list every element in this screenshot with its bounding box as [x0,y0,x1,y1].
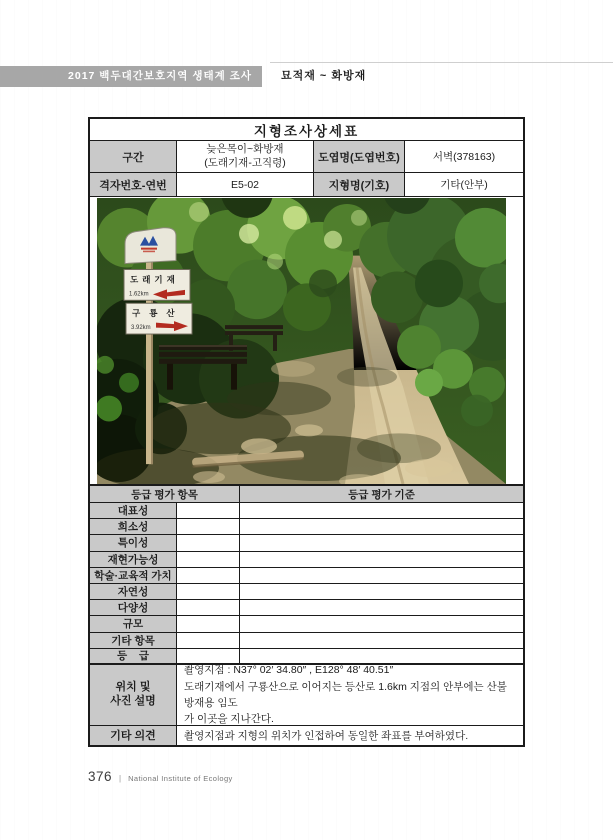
value-section-line1: 늦은목이~화방재 [206,143,284,156]
eval-row-peculiarity [90,535,523,551]
eval-criteria [240,584,523,599]
eval-criteria [240,519,523,534]
eval-criteria [240,649,523,663]
site-photo [97,198,506,484]
eval-value [177,584,240,599]
page-number: 376 [88,769,113,784]
eval-label: 등 급 [90,649,177,663]
eval-value [177,616,240,631]
location-desc-line1: 도래기재에서 구룡산으로 이어지는 등산로 1.6km 지점의 안부에는 산불방재용 임도 [184,680,507,709]
eval-criteria [240,503,523,518]
eval-header-item: 등급 평가 항목 [90,486,240,502]
eval-row-diversity [90,600,523,616]
sign-dist1-label: 1.62km [129,291,149,298]
eval-header-criteria: 등급 평가 기준 [240,486,523,502]
sign-dest2-label: 구룡산 [132,308,184,319]
eval-value [177,600,240,615]
label-grid-number: 격자번호-연번 [90,173,177,196]
eval-value [177,633,240,648]
eval-label: 특이성 [90,535,177,550]
section-range-title: 묘적재 ~ 화방재 [281,70,367,82]
eval-header-row [90,486,523,503]
eval-criteria [240,568,523,583]
eval-label: 재현가능성 [90,552,177,567]
eval-label: 대표성 [90,503,177,518]
eval-criteria [240,600,523,615]
eval-row-naturalness [90,584,523,600]
eval-label: 다양성 [90,600,177,615]
eval-row-reproducibility [90,552,523,568]
eval-value [177,503,240,518]
sign-dist2-label: 3.92km [131,325,151,332]
opinion-row [90,726,523,745]
location-desc-line2: 가 이곳을 지나간다. [184,713,274,725]
value-terrain-name: 기타(안부) [440,179,488,191]
info-row-grid [90,173,523,197]
table-title: 지형조사상세표 [253,123,360,139]
eval-row-rarity [90,519,523,535]
eval-value [177,535,240,550]
terrain-survey-table [88,117,525,747]
eval-value [177,552,240,567]
eval-value [177,649,240,663]
table-title-row [90,119,523,141]
value-grid-number: E5-02 [177,173,314,196]
eval-criteria [240,633,523,648]
eval-row-grade [90,649,523,665]
header-rule [270,62,613,63]
eval-row-other-items [90,633,523,649]
eval-criteria [240,552,523,567]
label-terrain-name: 지형명(기호) [314,173,405,196]
value-section-line2: (도래기재-고직령) [204,156,286,169]
sign-dest1-label: 도래기재 [130,274,179,285]
value-section [177,141,314,172]
info-row-section [90,141,523,173]
label-map-sheet: 도엽명(도엽번호) [314,141,405,172]
eval-row-academic-value [90,568,523,584]
report-title-badge: 2017 백두대간보호지역 생태계 조사 [0,66,262,87]
eval-label: 자연성 [90,584,177,599]
opinion-text: 촬영지점과 지형의 위치가 인접하여 동일한 좌표를 부여하였다. [184,729,469,742]
footer-organization: National Institute of Ecology [128,774,233,783]
eval-row-representativeness [90,503,523,519]
location-label-line2: 사진 설명 [110,694,156,707]
eval-label: 학술·교육적 가치 [90,568,177,583]
eval-criteria [240,616,523,631]
location-label [90,665,177,725]
location-label-line1: 위치 및 [115,681,151,694]
location-row [90,665,523,726]
eval-row-scale [90,616,523,632]
location-content [177,665,523,725]
value-map-sheet: 서벽(378163) [432,151,496,163]
shooting-point-coords: 촬영지점 : N37° 02′ 34.80″ , E128° 48′ 40.51″ [184,664,394,677]
footer-separator: | [119,774,122,783]
photo-row [90,197,523,486]
page-footer [88,769,233,784]
eval-criteria [240,535,523,550]
eval-label: 기타 항목 [90,633,177,648]
label-section: 구간 [90,141,177,172]
eval-value [177,568,240,583]
sign-board-2 [126,303,192,334]
eval-label: 규모 [90,616,177,631]
opinion-label: 기타 의견 [90,726,177,745]
eval-label: 희소성 [90,519,177,534]
eval-value [177,519,240,534]
sign-board-1 [124,270,190,301]
